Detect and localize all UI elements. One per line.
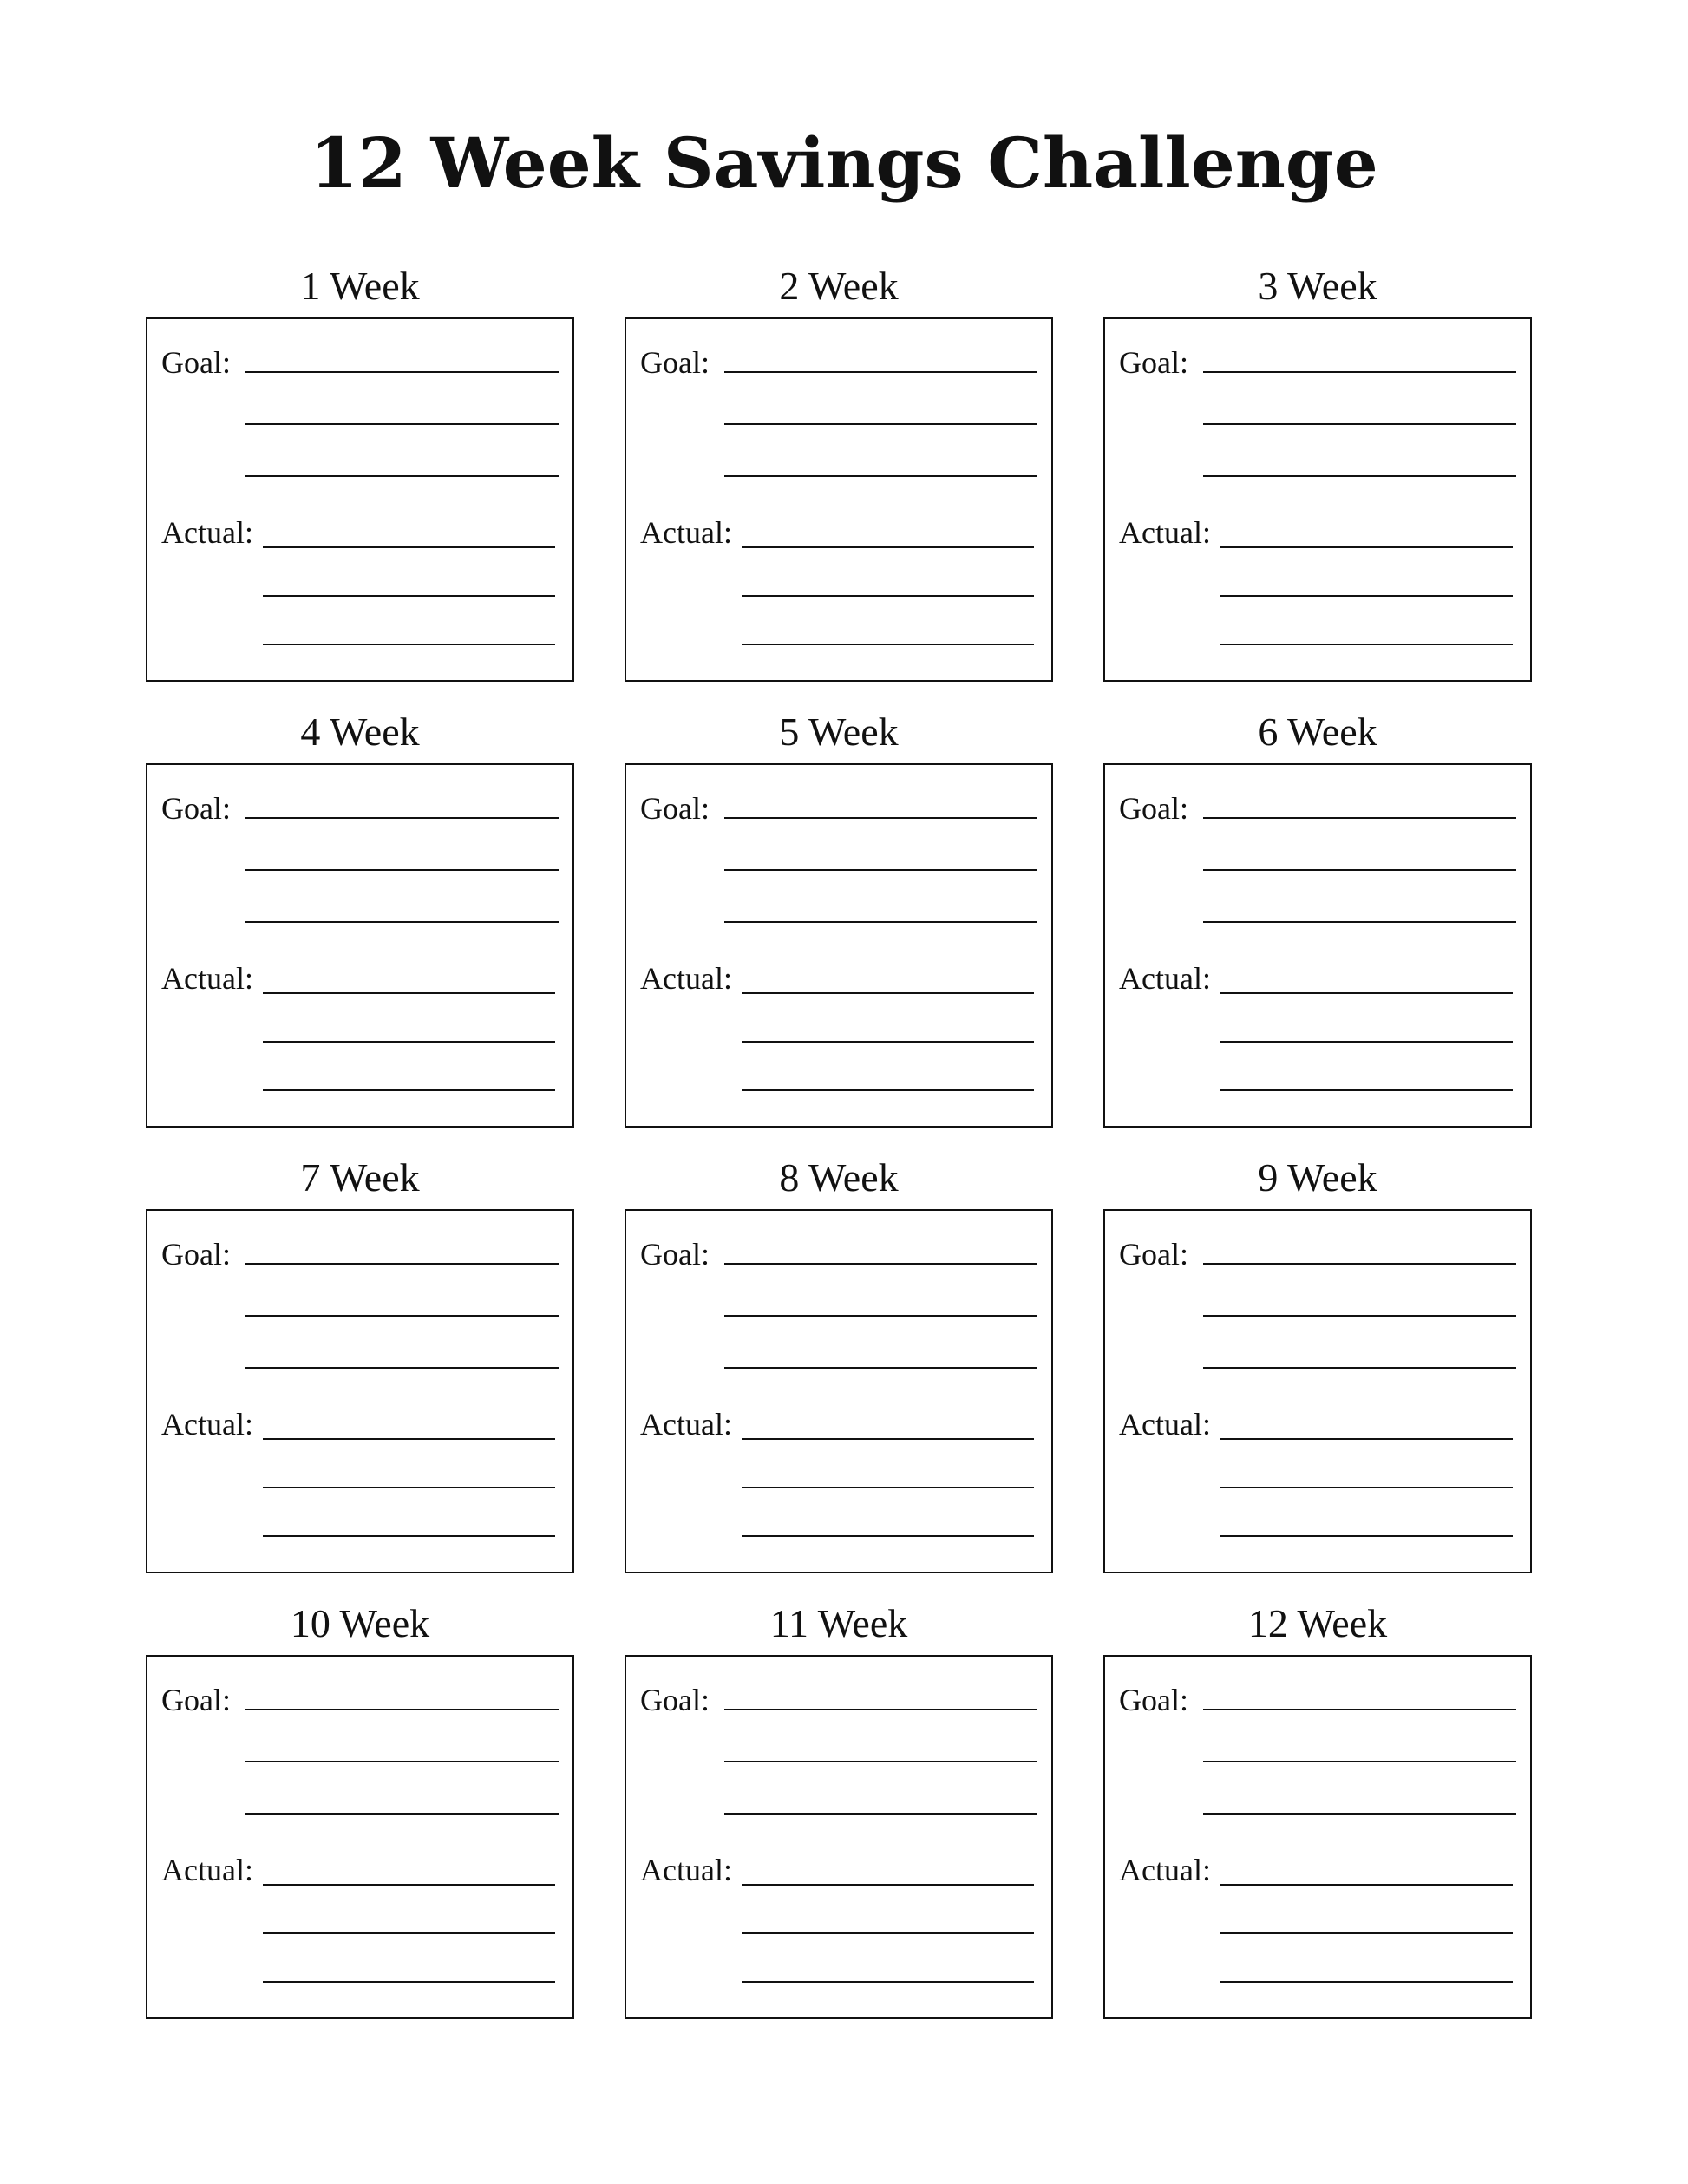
goal-line-3[interactable]	[1203, 1813, 1516, 1815]
week-title: 1 Week	[300, 264, 420, 308]
actual-line-1[interactable]	[1220, 992, 1513, 994]
week-box	[625, 1655, 1053, 2019]
week-title: 7 Week	[300, 1155, 420, 1200]
goal-label: Goal:	[161, 1683, 231, 1717]
goal-line-3[interactable]	[245, 1367, 559, 1369]
week-title: 11 Week	[769, 1601, 908, 1645]
actual-line-2[interactable]	[742, 1487, 1034, 1488]
actual-label: Actual:	[161, 1853, 253, 1887]
actual-line-2[interactable]	[1220, 1932, 1513, 1934]
goal-line-2[interactable]	[245, 1761, 559, 1762]
goal-line-1[interactable]	[724, 817, 1037, 819]
goal-label: Goal:	[1119, 791, 1188, 826]
actual-line-2[interactable]	[742, 1041, 1034, 1043]
week-title: 12 Week	[1247, 1601, 1388, 1645]
goal-line-2[interactable]	[1203, 1761, 1516, 1762]
actual-label: Actual:	[640, 1407, 732, 1442]
actual-line-1[interactable]	[1220, 1438, 1513, 1440]
week-box	[1103, 763, 1532, 1128]
actual-line-1[interactable]	[742, 546, 1034, 548]
week-title: 6 Week	[1258, 709, 1377, 754]
actual-line-2[interactable]	[742, 1932, 1034, 1934]
actual-line-2[interactable]	[263, 595, 555, 597]
actual-line-2[interactable]	[1220, 1487, 1513, 1488]
goal-line-2[interactable]	[245, 1315, 559, 1317]
goal-line-1[interactable]	[245, 1709, 559, 1710]
actual-label: Actual:	[1119, 961, 1211, 996]
goal-line-2[interactable]	[724, 869, 1037, 871]
goal-line-2[interactable]	[1203, 869, 1516, 871]
week-title: 9 Week	[1258, 1155, 1377, 1200]
actual-line-2[interactable]	[263, 1041, 555, 1043]
actual-label: Actual:	[1119, 1853, 1211, 1887]
goal-line-3[interactable]	[1203, 921, 1516, 923]
actual-line-1[interactable]	[742, 1438, 1034, 1440]
goal-line-1[interactable]	[724, 1709, 1037, 1710]
goal-line-1[interactable]	[245, 817, 559, 819]
week-title: 8 Week	[779, 1155, 899, 1200]
actual-line-1[interactable]	[263, 992, 555, 994]
week-box	[625, 317, 1053, 682]
goal-line-3[interactable]	[245, 921, 559, 923]
goal-label: Goal:	[640, 1683, 710, 1717]
goal-line-3[interactable]	[724, 475, 1037, 477]
week-box	[1103, 1655, 1532, 2019]
goal-label: Goal:	[1119, 1683, 1188, 1717]
actual-line-3[interactable]	[263, 1089, 555, 1091]
goal-line-1[interactable]	[245, 1263, 559, 1265]
actual-line-3[interactable]	[742, 1089, 1034, 1091]
actual-line-3[interactable]	[263, 644, 555, 645]
goal-label: Goal:	[1119, 1237, 1188, 1272]
goal-line-2[interactable]	[724, 1761, 1037, 1762]
actual-line-1[interactable]	[1220, 1884, 1513, 1886]
actual-line-2[interactable]	[1220, 595, 1513, 597]
week-title: 4 Week	[300, 709, 420, 754]
week-title: 5 Week	[779, 709, 899, 754]
actual-line-3[interactable]	[263, 1535, 555, 1537]
actual-line-1[interactable]	[263, 1884, 555, 1886]
page-title: 12 Week Savings Challenge	[310, 122, 1378, 204]
week-box	[1103, 1209, 1532, 1573]
goal-line-1[interactable]	[1203, 371, 1516, 373]
goal-line-1[interactable]	[245, 371, 559, 373]
week-box	[146, 317, 574, 682]
week-title: 3 Week	[1258, 264, 1377, 308]
goal-line-3[interactable]	[1203, 1367, 1516, 1369]
goal-line-3[interactable]	[724, 1813, 1037, 1815]
goal-label: Goal:	[640, 345, 710, 380]
goal-line-2[interactable]	[1203, 1315, 1516, 1317]
actual-label: Actual:	[161, 515, 253, 550]
goal-label: Goal:	[640, 1237, 710, 1272]
goal-line-2[interactable]	[724, 1315, 1037, 1317]
goal-line-3[interactable]	[245, 1813, 559, 1815]
actual-label: Actual:	[161, 1407, 253, 1442]
actual-line-2[interactable]	[1220, 1041, 1513, 1043]
actual-line-2[interactable]	[263, 1932, 555, 1934]
actual-line-2[interactable]	[263, 1487, 555, 1488]
actual-line-1[interactable]	[742, 1884, 1034, 1886]
goal-line-2[interactable]	[245, 423, 559, 425]
actual-label: Actual:	[1119, 1407, 1211, 1442]
goal-line-2[interactable]	[724, 423, 1037, 425]
week-title: 10 Week	[290, 1601, 430, 1645]
actual-line-3[interactable]	[742, 644, 1034, 645]
goal-line-3[interactable]	[245, 475, 559, 477]
week-box	[625, 1209, 1053, 1573]
actual-label: Actual:	[161, 961, 253, 996]
actual-line-3[interactable]	[1220, 1089, 1513, 1091]
actual-line-3[interactable]	[1220, 644, 1513, 645]
actual-line-2[interactable]	[742, 595, 1034, 597]
week-box	[146, 1655, 574, 2019]
actual-line-3[interactable]	[1220, 1981, 1513, 1983]
actual-label: Actual:	[640, 1853, 732, 1887]
goal-label: Goal:	[161, 791, 231, 826]
actual-line-3[interactable]	[1220, 1535, 1513, 1537]
goal-line-1[interactable]	[724, 371, 1037, 373]
goal-line-3[interactable]	[1203, 475, 1516, 477]
goal-label: Goal:	[161, 1237, 231, 1272]
goal-line-2[interactable]	[1203, 423, 1516, 425]
goal-line-3[interactable]	[724, 921, 1037, 923]
week-box	[146, 763, 574, 1128]
actual-line-1[interactable]	[742, 992, 1034, 994]
week-box	[1103, 317, 1532, 682]
actual-label: Actual:	[1119, 515, 1211, 550]
actual-line-3[interactable]	[263, 1981, 555, 1983]
actual-line-1[interactable]	[263, 1438, 555, 1440]
goal-label: Goal:	[1119, 345, 1188, 380]
actual-line-1[interactable]	[263, 546, 555, 548]
week-box	[625, 763, 1053, 1128]
actual-line-3[interactable]	[742, 1535, 1034, 1537]
goal-label: Goal:	[161, 345, 231, 380]
actual-label: Actual:	[640, 515, 732, 550]
goal-line-1[interactable]	[1203, 817, 1516, 819]
actual-label: Actual:	[640, 961, 732, 996]
week-title: 2 Week	[779, 264, 899, 308]
goal-line-3[interactable]	[724, 1367, 1037, 1369]
goal-line-1[interactable]	[1203, 1709, 1516, 1710]
goal-line-2[interactable]	[245, 869, 559, 871]
goal-label: Goal:	[640, 791, 710, 826]
week-box	[146, 1209, 574, 1573]
goal-line-1[interactable]	[1203, 1263, 1516, 1265]
goal-line-1[interactable]	[724, 1263, 1037, 1265]
actual-line-3[interactable]	[742, 1981, 1034, 1983]
actual-line-1[interactable]	[1220, 546, 1513, 548]
